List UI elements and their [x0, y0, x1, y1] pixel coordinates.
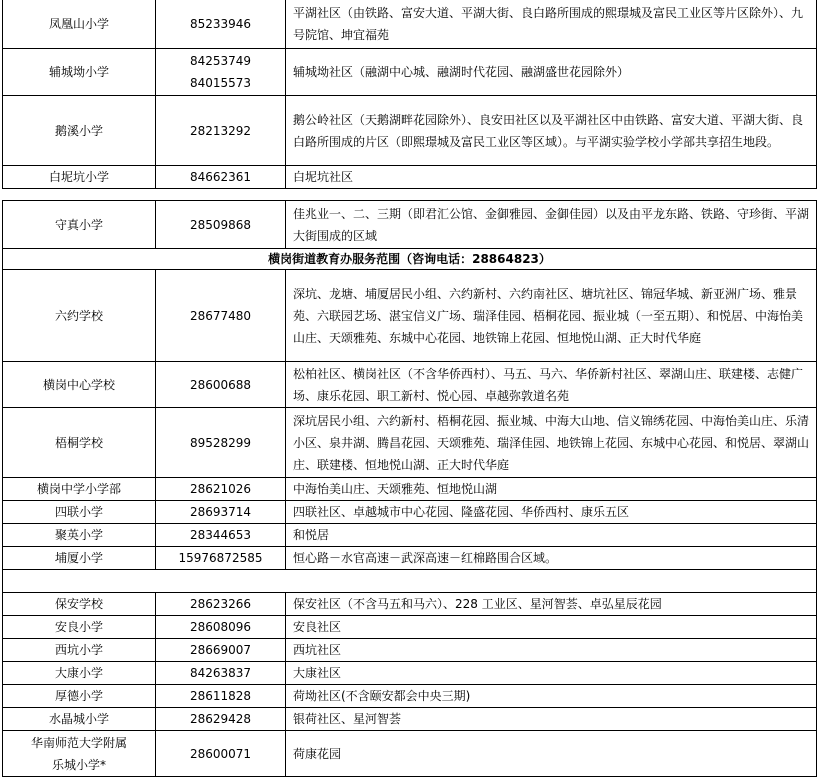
table-row — [3, 616, 817, 639]
service-area: 四联社区、卓越城市中心花园、隆盛花园、华侨西村、康乐五区 — [286, 501, 817, 524]
service-area: 中海怡美山庄、天颂雅苑、恒地悦山湖 — [286, 478, 817, 501]
school-name-line-1: 华南师范大学附属 — [30, 735, 127, 750]
enrollment-table-main — [2, 200, 817, 777]
school-name-line-2: 乐城小学* — [51, 757, 106, 772]
service-area: 佳兆业一、二、三期（即君汇公馆、金御雅园、金御佳园）以及由平龙东路、铁路、守珍街、平湖大街围成的区域 — [286, 201, 817, 249]
phone-number: 28600688 — [156, 362, 286, 408]
phone-number: 28344653 — [156, 524, 286, 547]
school-name: 梧桐学校 — [3, 408, 156, 478]
blank-cell — [3, 570, 817, 593]
table-row — [3, 639, 817, 662]
phone-number: 28611828 — [156, 685, 286, 708]
phone-number: 84263837 — [156, 662, 286, 685]
table-row — [3, 547, 817, 570]
table-row — [3, 593, 817, 616]
service-area: 恒心路－水官高速－武深高速－红棉路围合区域。 — [286, 547, 817, 570]
service-area: 松柏社区、横岗社区（不含华侨西村）、马五、马六、华侨新村社区、翠湖山庄、联建楼、志健广场、康乐花园、职工新村、悦心园、卓越弥敦道名苑 — [286, 362, 817, 408]
phone-number-2: 84015573 — [189, 76, 252, 90]
school-name: 横岗中学小学部 — [3, 478, 156, 501]
phone-number: 28669007 — [156, 639, 286, 662]
school-name: 水晶城小学 — [3, 708, 156, 731]
table-row — [3, 501, 817, 524]
service-area: 大康社区 — [286, 662, 817, 685]
school-name: 西坑小学 — [3, 639, 156, 662]
school-name: 厚德小学 — [3, 685, 156, 708]
school-name: 安良小学 — [3, 616, 156, 639]
service-area: 和悦居 — [286, 524, 817, 547]
service-area: 荷康花园 — [286, 731, 817, 777]
service-area: 银荷社区、星河智荟 — [286, 708, 817, 731]
table-row — [3, 270, 817, 362]
service-area: 荷坳社区(不含颐安都会中央三期) — [286, 685, 817, 708]
table-row — [3, 731, 817, 777]
phone-number: 28621026 — [156, 478, 286, 501]
phone-number-cell — [156, 49, 286, 96]
table-row — [3, 0, 817, 49]
phone-number: 28213292 — [156, 96, 286, 166]
section-header: 横岗街道教育办服务范围（咨询电话：28864823） — [3, 249, 817, 270]
phone-number: 28629428 — [156, 708, 286, 731]
school-name: 四联小学 — [3, 501, 156, 524]
service-area: 深坑居民小组、六约新村、梧桐花园、振业城、中海大山地、信义锦绣花园、中海怡美山庄、乐清小区、泉井湖、腾昌花园、天颂雅苑、瑞泽佳园、地铁锦上花园、东城中心花园、和悦居、翠湖山庄、联建楼、恒地悦山湖、正大时代华庭 — [286, 408, 817, 478]
table-row — [3, 708, 817, 731]
phone-number: 28623266 — [156, 593, 286, 616]
school-name-cell — [3, 731, 156, 777]
table-row — [3, 685, 817, 708]
phone-number: 28677480 — [156, 270, 286, 362]
phone-number: 28608096 — [156, 616, 286, 639]
service-area: 鹅公岭社区（天鹅湖畔花园除外）、良安田社区以及平湖社区中由铁路、富安大道、平湖大街、良白路所围成的片区（即熙璟城及富民工业区等区域）。与平湖实验学校小学部共享招生地段。 — [286, 96, 817, 166]
service-area: 保安社区（不含马五和马六）、228 工业区、星河智荟、卓弘星辰花园 — [286, 593, 817, 616]
phone-number: 15976872585 — [156, 547, 286, 570]
enrollment-table-top — [2, 0, 817, 189]
school-name: 六约学校 — [3, 270, 156, 362]
school-name: 凤凰山小学 — [3, 0, 156, 49]
table-row — [3, 524, 817, 547]
school-name: 鹅溪小学 — [3, 96, 156, 166]
phone-number: 28693714 — [156, 501, 286, 524]
phone-number: 28509868 — [156, 201, 286, 249]
phone-number: 89528299 — [156, 408, 286, 478]
service-area: 白坭坑社区 — [286, 166, 817, 189]
table-row — [3, 96, 817, 166]
blank-row — [3, 570, 817, 593]
school-name: 聚英小学 — [3, 524, 156, 547]
service-area: 辅城坳社区（融湖中心城、融湖时代花园、融湖盛世花园除外） — [286, 49, 817, 96]
school-name: 保安学校 — [3, 593, 156, 616]
phone-number: 28600071 — [156, 731, 286, 777]
phone-number: 84253749 — [189, 54, 252, 68]
service-area: 西坑社区 — [286, 639, 817, 662]
service-area: 安良社区 — [286, 616, 817, 639]
phone-number: 84662361 — [156, 166, 286, 189]
service-area: 平湖社区（由铁路、富安大道、平湖大街、良白路所围成的熙璟城及富民工业区等片区除外）、九号院馆、坤宜福苑 — [286, 0, 817, 49]
school-name: 白坭坑小学 — [3, 166, 156, 189]
table-row — [3, 201, 817, 249]
school-name: 辅城坳小学 — [3, 49, 156, 96]
school-name: 横岗中心学校 — [3, 362, 156, 408]
service-area: 深坑、龙塘、埔厦居民小组、六约新村、六约南社区、塘坑社区、锦冠华城、新亚洲广场、雅景苑、六联园艺场、湛宝信义广场、瑞泽佳园、梧桐花园、振业城（一至五期）、和悦居、中海怡美山庄、天颂雅苑、东城中心花园、地铁锦上花园、恒地悦山湖、正大时代华庭 — [286, 270, 817, 362]
school-name: 埔厦小学 — [3, 547, 156, 570]
table-row — [3, 49, 817, 96]
section-header-row — [3, 249, 817, 270]
phone-number: 85233946 — [156, 0, 286, 49]
table-row — [3, 362, 817, 408]
school-name: 大康小学 — [3, 662, 156, 685]
school-name: 守真小学 — [3, 201, 156, 249]
table-row — [3, 408, 817, 478]
table-row — [3, 662, 817, 685]
table-row — [3, 478, 817, 501]
table-row — [3, 166, 817, 189]
